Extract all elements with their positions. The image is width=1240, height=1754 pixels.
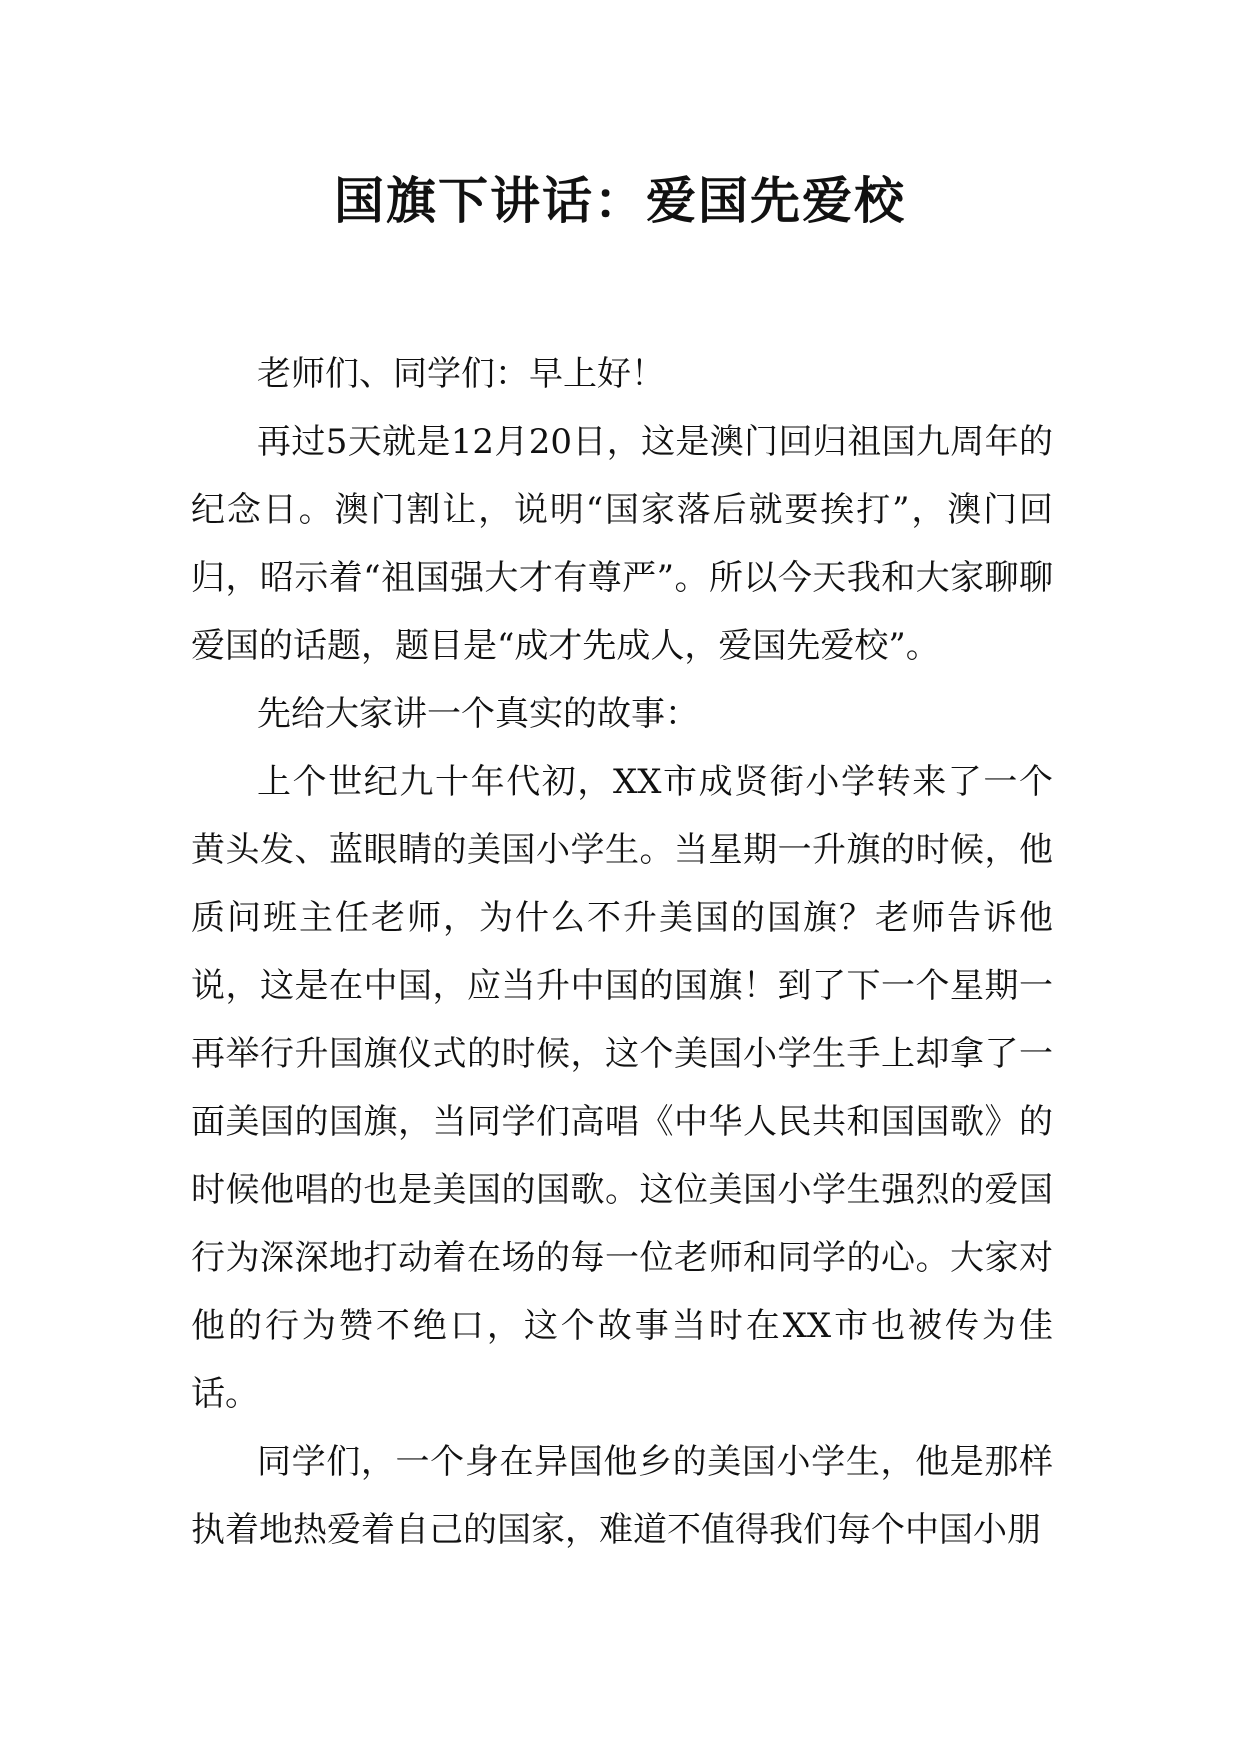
document-body (191, 340, 1053, 1564)
paragraph-story-intro: 先给大家讲一个真实的故事： (257, 694, 699, 734)
paragraph-story: 上个世纪九十年代初，XX市成贤街小学转来了一个黄头发、蓝眼睛的美国小学生。当星期一升旗的时候，他质问班主任老师，为什么不升美国的国旗？老师告诉他说，这是在中国，应当升中国的国旗！到了下一个星期一再举行升国旗仪式的时候，这个美国小学生手上却拿了一面美国的国旗，当同学们高唱《中华人民共和国国歌》的时候他唱的也是美国的国歌。这位美国小学生强烈的爱国行为深深地打动着在场的每一位老师和同学的心。大家对他的行为赞不绝口，这个故事当时在XX市也被传为佳话。 (191, 762, 1053, 1414)
paragraph-greeting: 老师们、同学们：早上好！ (257, 354, 665, 394)
document-title: 国旗下讲话：爱国先爱校 (334, 172, 906, 230)
paragraph-reflection: 同学们，一个身在异国他乡的美国小学生，他是那样执着地热爱着自己的国家，难道不值得我们每个中国小朋 (191, 1442, 1053, 1550)
paragraph-macau-anniversary: 再过5天就是12月20日，这是澳门回归祖国九周年的纪念日。澳门割让，说明“国家落后就要挨打”，澳门回归，昭示着“祖国强大才有尊严”。所以今天我和大家聊聊爱国的话题，题目是“成才先成人，爱国先爱校”。 (191, 422, 1053, 666)
